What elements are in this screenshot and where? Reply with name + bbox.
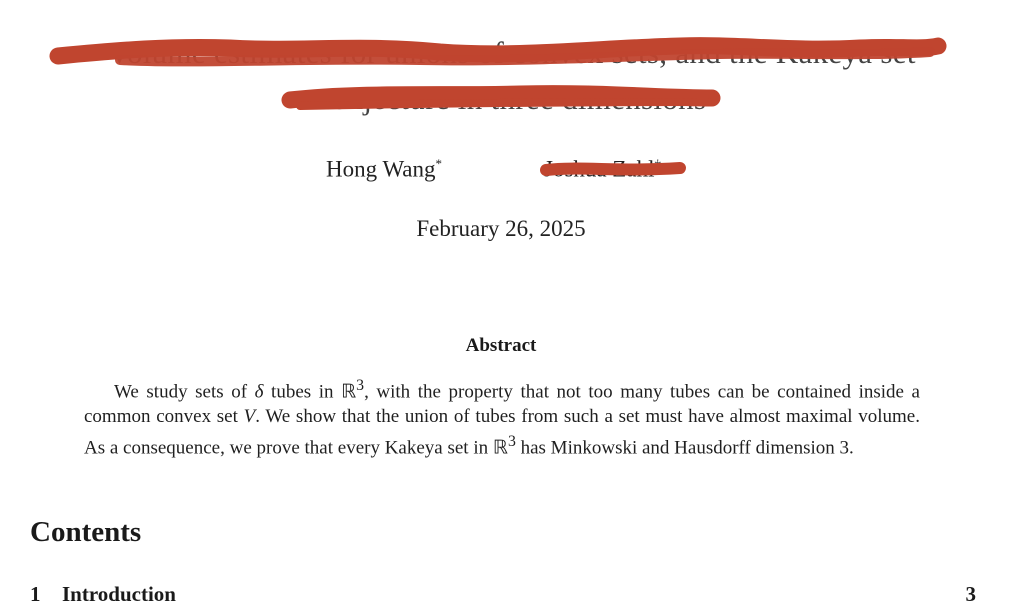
paper-date: February 26, 2025	[416, 216, 586, 241]
author-2	[544, 156, 661, 183]
paper-title	[0, 30, 1024, 122]
toc-entry-introduction[interactable]	[30, 582, 976, 607]
toc-entry-title: Introduction	[62, 582, 176, 606]
abstract-R-2: ℝ	[492, 437, 508, 459]
abstract-body	[84, 373, 920, 461]
abstract-delta: δ	[254, 381, 264, 403]
title-line-1: Volume estimates for unions of convex sets, and the Kakeya set	[108, 35, 916, 70]
contents-heading: Contents	[30, 516, 142, 548]
author-2-mark: †	[654, 156, 662, 171]
title-line-2: conjecture in three dimensions	[317, 81, 707, 116]
abstract-text-2: tubes in	[263, 381, 342, 403]
author-1-name: Hong Wang	[326, 156, 436, 182]
abstract-text-4: . We show that the union of tubes from such a set must have almost maximal volume. As a consequence, we prove that every Kakeya set in	[84, 406, 920, 459]
abstract-exp-1: 3	[356, 377, 365, 394]
author-2-name: Joshua Zahl	[544, 156, 655, 182]
abstract-V: V	[243, 406, 256, 428]
abstract-exp-2: 3	[507, 433, 516, 451]
abstract-heading: Abstract	[465, 335, 537, 356]
abstract-text-1: We study sets of	[114, 381, 255, 403]
toc-entry-page: 3	[965, 582, 976, 606]
abstract-R-1: ℝ	[341, 381, 357, 403]
toc-entry-label	[30, 582, 176, 607]
toc-entry-number: 1	[30, 582, 41, 606]
author-1	[326, 156, 442, 183]
abstract-text-3: , with the property that not too many tubes can be contained inside a common convex set	[84, 381, 920, 428]
abstract-text-5: has Minkowski and Hausdorff dimension 3.	[515, 437, 854, 459]
author-1-mark: *	[435, 156, 443, 171]
